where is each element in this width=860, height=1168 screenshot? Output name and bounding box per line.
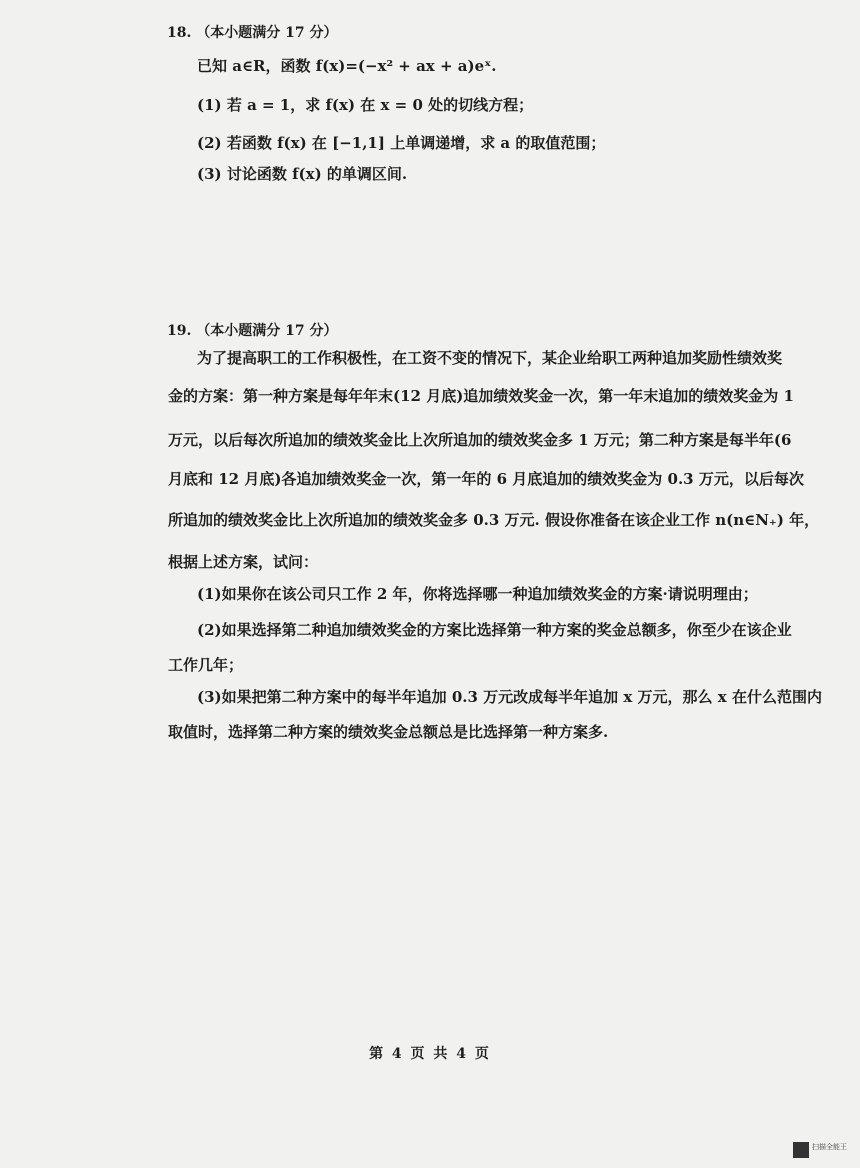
q18-header: 18. （本小题满分 17 分） [167,25,338,41]
q19-part1: (1)如果你在该公司只工作 2 年，你将选择哪一种追加绩效奖金的方案·请说明理由； [197,585,758,603]
q19-part3-line2: 取值时，选择第二种方案的绩效奖金总额总是比选择第一种方案多. [168,723,609,741]
q19-paragraph-line: 金的方案：第一种方案是每年年末(12 月底)追加绩效奖金一次，第一年末追加的绩效奖金为 1 [168,387,794,405]
q18-stem: 已知 a∈R，函数 f(x)=(−x² + ax + a)eˣ. [197,57,497,75]
qr-icon [793,1142,809,1158]
watermark-text: 扫描全能王 [812,1143,847,1151]
q19-part2-line2: 工作几年； [168,656,244,674]
page-number: 第 4 页 共 4 页 [369,1046,491,1062]
q18-part1: (1) 若 a = 1，求 f(x) 在 x = 0 处的切线方程； [197,96,534,114]
q19-paragraph-line: 月底和 12 月底)各追加绩效奖金一次，第一年的 6 月底追加的绩效奖金为 0.3 万元，以后每次 [168,470,804,488]
q19-paragraph-line: 根据上述方案，试问： [168,553,319,571]
scanner-logo [793,1141,853,1159]
q19-part3-line1: (3)如果把第二种方案中的每半年追加 0.3 万元改成每半年追加 x 万元，那么 x 在什么范围内 [197,688,822,706]
q19-part2-line1: (2)如果选择第二种追加绩效奖金的方案比选择第一种方案的奖金总额多，你至少在该企业 [197,621,792,639]
q19-paragraph-line: 万元，以后每次所追加的绩效奖金比上次所追加的绩效奖金多 1 万元；第二种方案是每半年(6 [168,431,792,449]
q19-header: 19. （本小题满分 17 分） [167,323,338,339]
q19-paragraph-line: 为了提高职工的工作积极性，在工资不变的情况下，某企业给职工两种追加奖励性绩效奖 [197,349,783,367]
q18-part2: (2) 若函数 f(x) 在 [−1,1] 上单调递增，求 a 的取值范围； [197,134,606,152]
q19-paragraph-line: 所追加的绩效奖金比上次所追加的绩效奖金多 0.3 万元. 假设你准备在该企业工作 n(n∈N₊) 年， [168,511,820,529]
q18-part3: (3) 讨论函数 f(x) 的单调区间. [197,165,408,183]
